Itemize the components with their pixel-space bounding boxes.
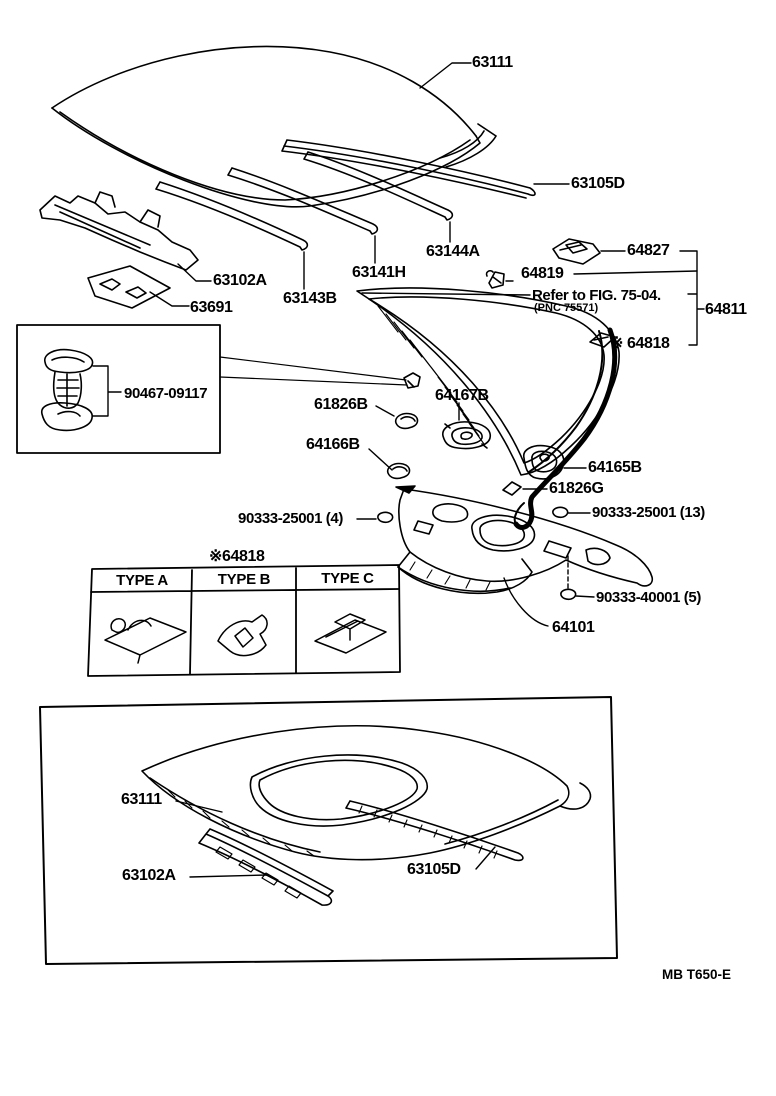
callout-grommet-64167b: 64167B [435, 387, 489, 404]
callout-glass-clip: 64819 [521, 265, 564, 282]
retainer-box-art [17, 325, 420, 453]
plug-61826g-art [503, 482, 547, 495]
callout-roof-bow-rear: 63143B [283, 290, 337, 307]
callout-clip-13: 90333-25001 (13) [592, 504, 705, 521]
roof-silencer-art [88, 266, 189, 308]
table-title-64818: ※64818 [209, 548, 265, 565]
callout-glass-dam-right: ※ 64818 [610, 335, 670, 352]
callout-clip-4: 90333-25001 (4) [238, 510, 343, 527]
sunroof-box-art [40, 697, 617, 964]
callout-plug-61826g: 61826G [549, 480, 604, 497]
refer-note-line2: (PNC 75571) [534, 302, 599, 314]
callout-retainer: 90467-09117 [124, 385, 208, 402]
table-header-type-b: TYPE B [217, 571, 271, 588]
callout-roof-panel-top: 63111 [472, 54, 513, 71]
plug-64166b-art [369, 449, 410, 478]
callout-roof-molding-top: 63105D [571, 175, 625, 192]
callout-roof-bow-center: 63141H [352, 264, 406, 281]
grommet-64167b-art [443, 403, 490, 449]
callout-back-glass-assembly: 64811 [705, 301, 747, 318]
callout-roof-panel-sunroof: 63111 [121, 791, 162, 808]
callout-roof-bow-front: 63144A [426, 243, 480, 260]
callout-plug-64166b: 64166B [306, 436, 360, 453]
clip-90333-25001-4-art [357, 512, 393, 522]
glass-clip-art [487, 271, 697, 288]
table-header-type-a: TYPE A [116, 572, 168, 589]
callout-roof-molding-sunroof: 63105D [407, 861, 461, 878]
table-header-type-c: TYPE C [321, 570, 374, 587]
callout-roof-silencer: 63691 [190, 299, 233, 316]
figure-code: MB T650-E [662, 967, 732, 982]
callout-package-tray: 64101 [552, 619, 595, 636]
refer-note-line1: Refer to FIG. 75-04. [532, 287, 661, 304]
callout-windshield-header-sunroof: 63102A [122, 867, 176, 884]
callout-plug-61826b: 61826B [314, 396, 368, 413]
plug-61826b-art [376, 406, 418, 428]
clip-90333-25001-13-art [553, 507, 590, 517]
callout-grommet-64165b: 64165B [588, 459, 642, 476]
callout-windshield-header-top: 63102A [213, 272, 267, 289]
glass-stopper-art [553, 239, 625, 264]
callout-glass-stopper: 64827 [627, 242, 670, 259]
callout-clip-5: 90333-40001 (5) [596, 589, 701, 606]
